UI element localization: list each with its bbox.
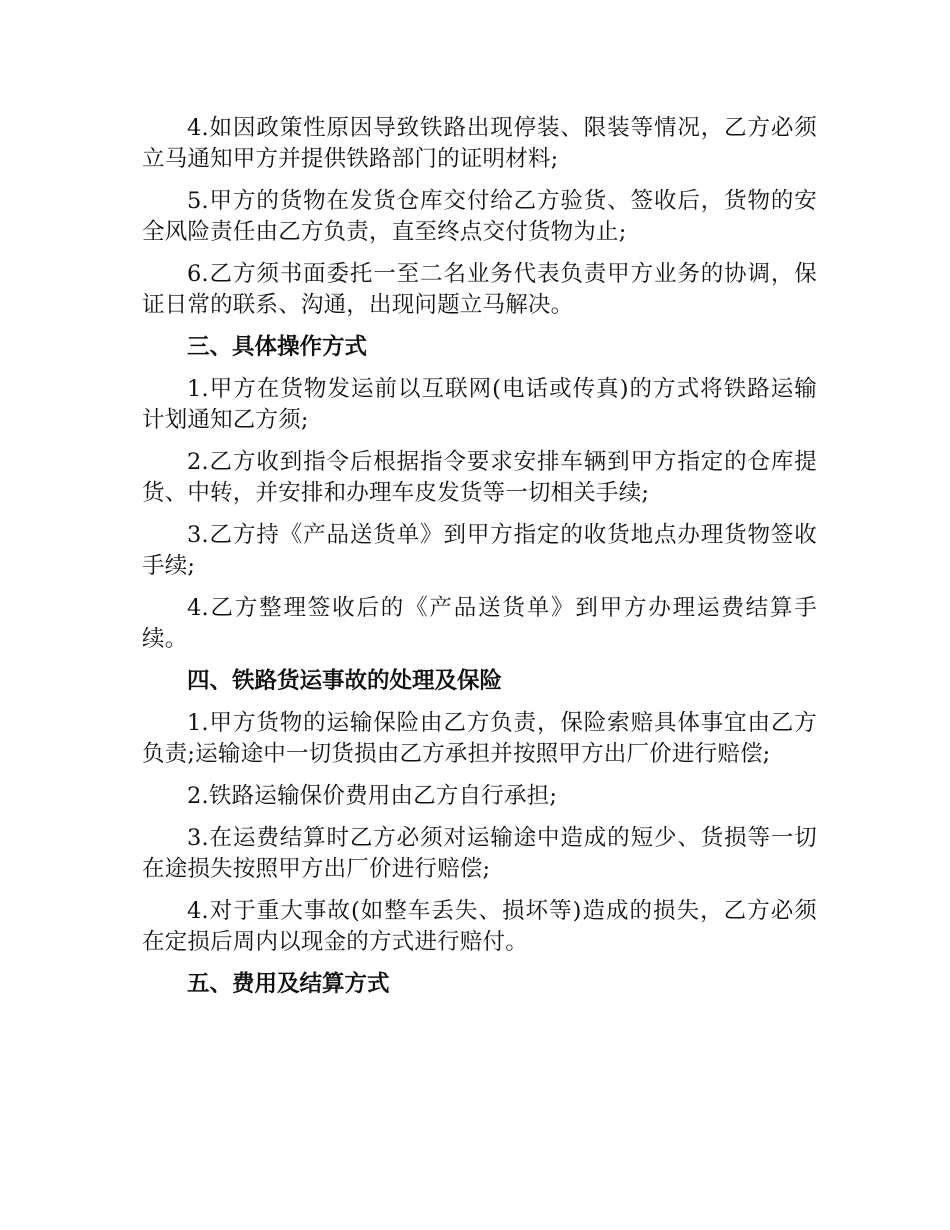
clause-4-1: 1.甲方货物的运输保险由乙方负责，保险索赔具体事宜由乙方负责;运输途中一切货损由乙方承担并按照甲方出厂价进行赔偿; — [142, 710, 817, 767]
clause-4-4: 4.对于重大事故(如整车丢失、损坏等)造成的损失，乙方必须在定损后周内以现金的方式进行赔付。 — [142, 898, 817, 955]
clause-3-3: 3.乙方持《产品送货单》到甲方指定的收货地点办理货物签收手续; — [142, 522, 817, 579]
clause-2-4: 4.如因政策性原因导致铁路出现停装、限装等情况，乙方必须立马通知甲方并提供铁路部门的证明材料; — [142, 115, 817, 172]
clause-4-3: 3.在运费结算时乙方必须对运输途中造成的短少、货损等一切在途损失按照甲方出厂价进行赔偿; — [142, 825, 817, 882]
clause-3-2: 2.乙方收到指令后根据指令要求安排车辆到甲方指定的仓库提货、中转，并安排和办理车皮发货等一切相关手续; — [142, 449, 817, 506]
section-4-heading: 四、铁路货运事故的处理及保险 — [187, 668, 503, 694]
clause-4-2: 2.铁路运输保价费用由乙方自行承担; — [187, 783, 558, 809]
section-5-heading: 五、费用及结算方式 — [187, 971, 390, 997]
section-3-heading: 三、具体操作方式 — [187, 334, 368, 360]
clause-2-6: 6.乙方须书面委托一至二名业务代表负责甲方业务的协调，保证日常的联系、沟通，出现问题立马解决。 — [142, 261, 817, 318]
document-page — [142, 113, 817, 1011]
clause-3-1: 1.甲方在货物发运前以互联网(电话或传真)的方式将铁路运输计划通知乙方须; — [142, 376, 817, 433]
clause-2-5: 5.甲方的货物在发货仓库交付给乙方验货、签收后，货物的安全风险责任由乙方负责，直至终点交付货物为止; — [142, 188, 817, 245]
clause-3-4: 4.乙方整理签收后的《产品送货单》到甲方办理运费结算手续。 — [142, 595, 817, 652]
